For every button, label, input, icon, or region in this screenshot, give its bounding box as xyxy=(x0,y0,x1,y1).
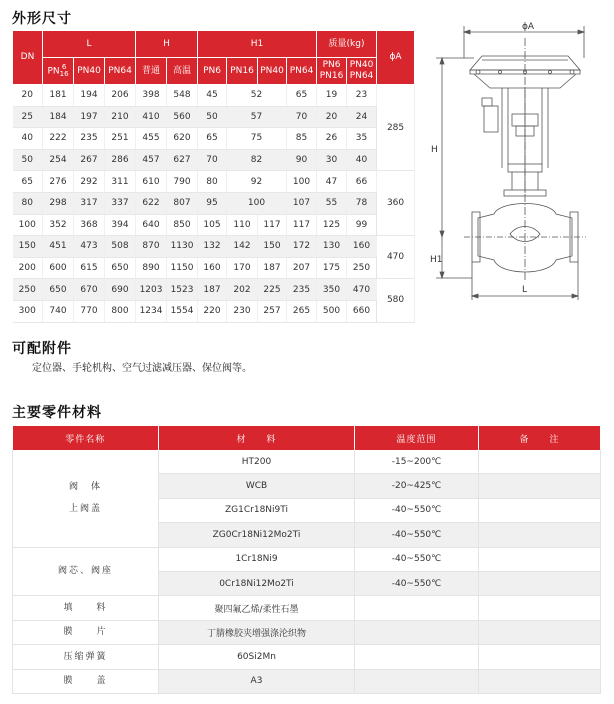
drawing-label-phi-a: ϕA xyxy=(522,22,535,32)
cell-material: 1Cr18Ni9 xyxy=(159,547,355,571)
cell-dn: 100 xyxy=(13,214,43,236)
header-l-pn64: PN64 xyxy=(105,58,136,85)
cell-h1: 110 xyxy=(227,214,258,236)
cell-mass: 350 xyxy=(317,279,347,301)
cell-l: 615 xyxy=(74,257,105,279)
cell-h1: 187 xyxy=(198,279,227,301)
header-h1: H1 xyxy=(198,31,317,58)
header-part-name: 零件名称 xyxy=(13,426,159,450)
cell-dn: 40 xyxy=(13,128,43,150)
cell-temp: -40~550℃ xyxy=(355,547,479,571)
cell-h: 627 xyxy=(167,149,198,171)
cell-h: 807 xyxy=(167,192,198,214)
cell-h1: 170 xyxy=(227,257,258,279)
table-row xyxy=(13,645,601,669)
table-row xyxy=(13,279,415,301)
cell-temp: -15~200℃ xyxy=(355,450,479,474)
cell-h1: 105 xyxy=(198,214,227,236)
cell-material: 聚四氟乙烯/柔性石墨 xyxy=(159,596,355,620)
cell-h1: 225 xyxy=(258,279,287,301)
table-row xyxy=(13,149,415,171)
cell-dn: 150 xyxy=(13,236,43,258)
table-row xyxy=(13,192,415,214)
cell-h1-merged: 82 xyxy=(227,149,287,171)
cell-l: 600 xyxy=(43,257,74,279)
cell-h1-merged: 75 xyxy=(227,128,287,150)
header-h1-pn16: PN16 xyxy=(227,58,258,85)
cell-h: 1203 xyxy=(136,279,167,301)
cell-mass: 78 xyxy=(347,192,377,214)
header-mass: 质量(kg) xyxy=(317,31,377,58)
accessories-text: 定位器、手轮机构、空气过滤减压器、保位阀等。 xyxy=(32,363,252,374)
cell-h: 1554 xyxy=(167,300,198,322)
cell-h1: 160 xyxy=(198,257,227,279)
cell-material: ZG0Cr18Ni12Mo2Ti xyxy=(159,523,355,547)
cell-h: 398 xyxy=(136,85,167,107)
cell-temp xyxy=(355,645,479,669)
header-material: 材 料 xyxy=(159,426,355,450)
header-temp-range: 温度范围 xyxy=(355,426,479,450)
table-row xyxy=(13,300,415,322)
cell-h1: 95 xyxy=(198,192,227,214)
cell-h1-merged: 100 xyxy=(227,192,287,214)
cell-mass: 470 xyxy=(347,279,377,301)
cell-note xyxy=(479,645,601,669)
cell-l: 254 xyxy=(43,149,74,171)
cell-note xyxy=(479,474,601,498)
cell-h1: 117 xyxy=(258,214,287,236)
cell-h: 1523 xyxy=(167,279,198,301)
cell-h1: 90 xyxy=(287,149,317,171)
cell-phi-a: 470 xyxy=(377,236,415,279)
cell-h1: 142 xyxy=(227,236,258,258)
header-l-pn40: PN40 xyxy=(74,58,105,85)
cell-mass: 250 xyxy=(347,257,377,279)
cell-h1-merged: 57 xyxy=(227,106,287,128)
cell-material: 丁腈橡胶夹增强涤沦织物 xyxy=(159,620,355,644)
cell-l: 194 xyxy=(74,85,105,107)
cell-h1: 107 xyxy=(287,192,317,214)
cell-note xyxy=(479,498,601,522)
cell-h1: 265 xyxy=(287,300,317,322)
cell-h1: 220 xyxy=(198,300,227,322)
cell-material: 60Si2Mn xyxy=(159,645,355,669)
dimensions-table xyxy=(12,30,415,323)
cell-mass: 55 xyxy=(317,192,347,214)
table-row xyxy=(13,596,601,620)
table-row xyxy=(13,128,415,150)
cell-mass: 175 xyxy=(317,257,347,279)
cell-material: WCB xyxy=(159,474,355,498)
cell-note xyxy=(479,620,601,644)
table-row xyxy=(13,85,415,107)
cell-h1: 202 xyxy=(227,279,258,301)
cell-l: 251 xyxy=(105,128,136,150)
cell-l: 650 xyxy=(43,279,74,301)
table-row xyxy=(13,450,601,474)
cell-note xyxy=(479,523,601,547)
materials-title: 主要零件材料 xyxy=(12,405,102,421)
cell-temp xyxy=(355,596,479,620)
cell-h1: 117 xyxy=(287,214,317,236)
drawing-label-h: H xyxy=(431,145,438,155)
cell-mass: 500 xyxy=(317,300,347,322)
cell-l: 770 xyxy=(74,300,105,322)
cell-h: 620 xyxy=(167,128,198,150)
cell-l: 352 xyxy=(43,214,74,236)
cell-l: 508 xyxy=(105,236,136,258)
header-dn: DN xyxy=(13,31,43,85)
cell-l: 473 xyxy=(74,236,105,258)
header-note: 备 注 xyxy=(479,426,601,450)
cell-l: 800 xyxy=(105,300,136,322)
cell-part: 填 料 xyxy=(13,596,159,620)
cell-mass: 125 xyxy=(317,214,347,236)
cell-l: 276 xyxy=(43,171,74,193)
cell-h1: 235 xyxy=(287,279,317,301)
cell-h: 560 xyxy=(167,106,198,128)
cell-mass: 19 xyxy=(317,85,347,107)
cell-h: 455 xyxy=(136,128,167,150)
cell-l: 206 xyxy=(105,85,136,107)
cell-l: 210 xyxy=(105,106,136,128)
cell-l: 394 xyxy=(105,214,136,236)
cell-part: 压缩弹簧 xyxy=(13,645,159,669)
cell-h1: 80 xyxy=(198,171,227,193)
header-mass-pn40-64: PN40 PN64 xyxy=(347,58,377,85)
cell-h: 870 xyxy=(136,236,167,258)
cell-h: 1150 xyxy=(167,257,198,279)
cell-material: ZG1Cr18Ni9Ti xyxy=(159,498,355,522)
cell-note xyxy=(479,547,601,571)
cell-h1: 172 xyxy=(287,236,317,258)
cell-h1: 45 xyxy=(198,85,227,107)
cell-h1: 187 xyxy=(258,257,287,279)
valve-outline-drawing xyxy=(430,18,606,308)
header-h-normal: 普通 xyxy=(136,58,167,85)
cell-material: A3 xyxy=(159,669,355,693)
cell-h1: 50 xyxy=(198,106,227,128)
cell-l: 292 xyxy=(74,171,105,193)
cell-h1: 257 xyxy=(258,300,287,322)
header-h-hightemp: 高温 xyxy=(167,58,198,85)
cell-temp xyxy=(355,620,479,644)
cell-part: 膜 盖 xyxy=(13,669,159,693)
header-h1-pn40: PN40 xyxy=(258,58,287,85)
cell-temp: -40~550℃ xyxy=(355,498,479,522)
cell-part: 阀芯、阀座 xyxy=(13,547,159,596)
table-row xyxy=(13,620,601,644)
cell-l: 181 xyxy=(43,85,74,107)
cell-h: 1234 xyxy=(136,300,167,322)
cell-h: 622 xyxy=(136,192,167,214)
cell-h1-merged: 52 xyxy=(227,85,287,107)
cell-mass: 160 xyxy=(347,236,377,258)
cell-l: 451 xyxy=(43,236,74,258)
cell-dn: 250 xyxy=(13,279,43,301)
cell-dn: 20 xyxy=(13,85,43,107)
cell-l: 311 xyxy=(105,171,136,193)
drawing-label-h1: H1 xyxy=(430,255,443,265)
cell-h1: 85 xyxy=(287,128,317,150)
cell-material: HT200 xyxy=(159,450,355,474)
cell-mass: 30 xyxy=(317,149,347,171)
cell-dn: 200 xyxy=(13,257,43,279)
cell-l: 368 xyxy=(74,214,105,236)
cell-h1-merged: 92 xyxy=(227,171,287,193)
accessories-title: 可配附件 xyxy=(12,341,72,357)
cell-phi-a: 360 xyxy=(377,171,415,236)
cell-h: 410 xyxy=(136,106,167,128)
cell-temp xyxy=(355,669,479,693)
cell-h1: 70 xyxy=(287,106,317,128)
cell-mass: 24 xyxy=(347,106,377,128)
cell-l: 235 xyxy=(74,128,105,150)
cell-phi-a: 580 xyxy=(377,279,415,322)
cell-dn: 65 xyxy=(13,171,43,193)
cell-mass: 130 xyxy=(317,236,347,258)
cell-temp: -40~550℃ xyxy=(355,571,479,595)
table-row xyxy=(13,547,601,571)
cell-h1: 100 xyxy=(287,171,317,193)
cell-h1: 70 xyxy=(198,149,227,171)
header-h: H xyxy=(136,31,198,58)
cell-h1: 230 xyxy=(227,300,258,322)
cell-note xyxy=(479,571,601,595)
table-row xyxy=(13,214,415,236)
header-l-pn6-16: PN 6 16 xyxy=(43,58,74,85)
table-row xyxy=(13,669,601,693)
cell-l: 286 xyxy=(105,149,136,171)
cell-h: 640 xyxy=(136,214,167,236)
cell-dn: 25 xyxy=(13,106,43,128)
table-row xyxy=(13,236,415,258)
cell-l: 317 xyxy=(74,192,105,214)
cell-mass: 40 xyxy=(347,149,377,171)
dims-section-title: 外形尺寸 xyxy=(12,11,72,27)
header-mass-pn6-16: PN6 PN16 xyxy=(317,58,347,85)
cell-temp: -40~550℃ xyxy=(355,523,479,547)
cell-note xyxy=(479,669,601,693)
cell-temp: -20~425℃ xyxy=(355,474,479,498)
cell-mass: 23 xyxy=(347,85,377,107)
cell-part: 阀 体 上阀盖 xyxy=(13,450,159,547)
cell-mass: 99 xyxy=(347,214,377,236)
table-row xyxy=(13,257,415,279)
cell-h: 457 xyxy=(136,149,167,171)
cell-note xyxy=(479,596,601,620)
cell-h: 548 xyxy=(167,85,198,107)
header-h1-pn6: PN6 xyxy=(198,58,227,85)
cell-h1: 132 xyxy=(198,236,227,258)
cell-l: 337 xyxy=(105,192,136,214)
cell-phi-a: 285 xyxy=(377,85,415,171)
cell-l: 650 xyxy=(105,257,136,279)
cell-l: 197 xyxy=(74,106,105,128)
cell-note xyxy=(479,450,601,474)
cell-dn: 300 xyxy=(13,300,43,322)
cell-dn: 80 xyxy=(13,192,43,214)
drawing-label-l: L xyxy=(522,285,528,295)
cell-h1: 65 xyxy=(287,85,317,107)
cell-h: 1130 xyxy=(167,236,198,258)
cell-mass: 35 xyxy=(347,128,377,150)
cell-mass: 26 xyxy=(317,128,347,150)
table-row xyxy=(13,171,415,193)
cell-h: 850 xyxy=(167,214,198,236)
cell-h1: 65 xyxy=(198,128,227,150)
cell-l: 298 xyxy=(43,192,74,214)
header-phi-a: ϕA xyxy=(377,31,415,85)
cell-part: 膜 片 xyxy=(13,620,159,644)
cell-l: 670 xyxy=(74,279,105,301)
cell-h1: 150 xyxy=(258,236,287,258)
cell-l: 740 xyxy=(43,300,74,322)
header-l: L xyxy=(43,31,136,58)
cell-dn: 50 xyxy=(13,149,43,171)
cell-h1: 207 xyxy=(287,257,317,279)
table-row xyxy=(13,106,415,128)
cell-l: 690 xyxy=(105,279,136,301)
cell-mass: 66 xyxy=(347,171,377,193)
header-h1-pn64: PN64 xyxy=(287,58,317,85)
materials-table xyxy=(12,426,601,694)
cell-h: 790 xyxy=(167,171,198,193)
cell-l: 267 xyxy=(74,149,105,171)
cell-h: 610 xyxy=(136,171,167,193)
cell-l: 222 xyxy=(43,128,74,150)
cell-l: 184 xyxy=(43,106,74,128)
cell-mass: 660 xyxy=(347,300,377,322)
cell-mass: 20 xyxy=(317,106,347,128)
cell-h: 890 xyxy=(136,257,167,279)
cell-material: 0Cr18Ni12Mo2Ti xyxy=(159,571,355,595)
cell-mass: 47 xyxy=(317,171,347,193)
